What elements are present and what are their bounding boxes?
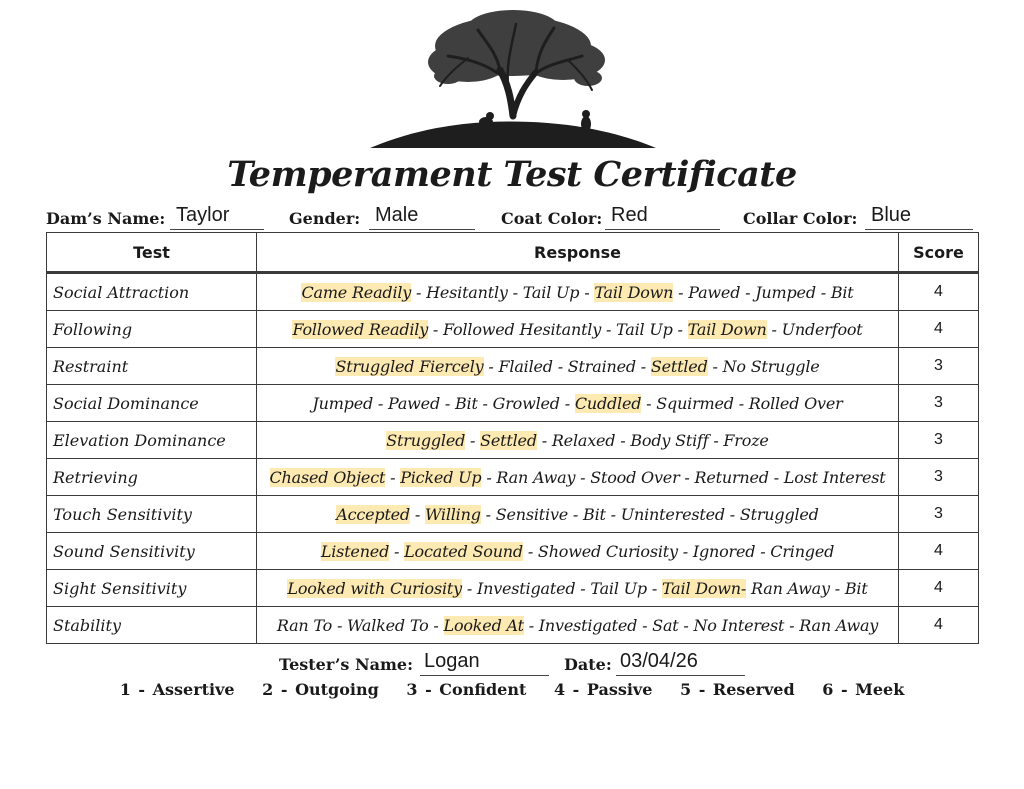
response-text: - Pawed - Jumped - Bit [673,282,854,302]
score-cell[interactable]: 3 [899,496,979,533]
highlighted-response: Looked with Curiosity [287,578,462,598]
collar-color-label: Collar Color: [743,209,858,228]
column-header-test: Test [47,233,257,273]
test-name-cell: Sound Sensitivity [47,533,257,570]
collar-color-value[interactable]: Blue [865,204,973,230]
table-row [47,459,979,496]
response-cell [257,533,899,570]
response-cell [257,570,899,607]
highlighted-response: Tail Down [687,319,767,339]
response-text: - Followed Hesitantly - Tail Up - [428,319,688,339]
test-name-cell: Stability [47,607,257,644]
highlighted-response: Picked Up [400,467,482,487]
column-header-response: Response [257,233,899,273]
gender-field [289,204,475,230]
response-text: - Squirmed - Rolled Over [641,393,843,413]
legend-item: 6 - Meek [822,680,905,699]
test-name-cell: Restraint [47,348,257,385]
temperament-table [46,232,979,644]
response-text: - [389,541,405,561]
response-text: - No Struggle [707,356,820,376]
response-cell [257,311,899,348]
highlighted-response: Looked At [443,615,524,635]
highlighted-response: Located Sound [404,541,523,561]
score-cell[interactable]: 4 [899,533,979,570]
response-cell [257,348,899,385]
response-text: - Sensitive - Bit - Uninterested - Struggled [480,504,819,524]
highlighted-response: Chased Object [269,467,386,487]
coat-color-label: Coat Color: [501,209,603,228]
coat-color-value[interactable]: Red [605,204,720,230]
table-row [47,496,979,533]
response-text: Ran Away - Bit [746,578,868,598]
score-cell[interactable]: 4 [899,570,979,607]
score-cell[interactable]: 4 [899,607,979,644]
legend-item: 5 - Reserved [679,680,795,699]
table-row [47,273,979,311]
highlighted-response: Willing [424,504,481,524]
highlighted-response: Tail Down- [661,578,747,598]
table-row [47,385,979,422]
table-row [47,348,979,385]
response-text: - Flailed - Strained - [483,356,651,376]
test-name-cell: Elevation Dominance [47,422,257,459]
response-text: - Hesitantly - Tail Up - [411,282,595,302]
test-name-cell: Retrieving [47,459,257,496]
score-cell[interactable]: 3 [899,459,979,496]
response-text: - [465,430,481,450]
response-text: - Underfoot [766,319,863,339]
coat-color-field [501,204,720,230]
table-body [47,273,979,644]
gender-value[interactable]: Male [369,204,475,230]
table-row [47,311,979,348]
date-field [564,650,745,676]
dam-name-field [46,204,264,230]
highlighted-response: Settled [480,430,537,450]
score-cell[interactable]: 3 [899,385,979,422]
score-cell[interactable]: 3 [899,422,979,459]
dam-name-label: Dam’s Name: [46,209,166,228]
highlighted-response: Listened [320,541,390,561]
score-cell[interactable]: 4 [899,273,979,311]
legend-item: 3 - Confident [406,680,527,699]
table-row [47,570,979,607]
collar-color-field [743,204,973,230]
response-text: - [385,467,401,487]
table-row [47,607,979,644]
response-cell [257,496,899,533]
date-value[interactable]: 03/04/26 [616,650,745,676]
response-cell [257,459,899,496]
response-text: - Ran Away - Stood Over - Returned - Lost Interest [481,467,886,487]
response-cell [257,385,899,422]
legend-item: 4 - Passive [553,680,653,699]
highlighted-response: Struggled [386,430,466,450]
oak-tree-with-dogs-icon [368,4,658,150]
highlighted-response: Followed Readily [292,319,429,339]
legend-item: 2 - Outgoing [262,680,379,699]
table-header-row [47,233,979,273]
score-cell[interactable]: 3 [899,348,979,385]
highlighted-response: Came Readily [301,282,412,302]
response-text: - [409,504,425,524]
response-text: Ran To - Walked To - [276,615,444,635]
response-text: - Investigated - Sat - No Interest - Ran Away [523,615,879,635]
highlighted-response: Cuddled [574,393,642,413]
date-label: Date: [564,655,612,674]
score-legend [0,680,1024,699]
highlighted-response: Settled [650,356,708,376]
highlighted-response: Tail Down [594,282,674,302]
tester-name-value[interactable]: Logan [420,650,549,676]
legend-item: 1 - Assertive [119,680,235,699]
highlighted-response: Accepted [336,504,410,524]
tester-name-field [279,650,549,676]
response-text: Jumped - Pawed - Bit - Growled - [312,393,575,413]
highlighted-response: Struggled Fiercely [335,356,484,376]
gender-label: Gender: [289,209,361,228]
dam-name-value[interactable]: Taylor [170,204,264,230]
table-row [47,422,979,459]
response-text: - Investigated - Tail Up - [461,578,662,598]
test-name-cell: Sight Sensitivity [47,570,257,607]
response-text: - Relaxed - Body Stiff - Froze [536,430,769,450]
test-name-cell: Social Dominance [47,385,257,422]
test-name-cell: Following [47,311,257,348]
test-name-cell: Touch Sensitivity [47,496,257,533]
page-title: Temperament Test Certificate [227,154,797,195]
test-name-cell: Social Attraction [47,273,257,311]
response-cell [257,273,899,311]
response-cell [257,607,899,644]
response-text: - Showed Curiosity - Ignored - Cringed [522,541,835,561]
response-cell [257,422,899,459]
table-row [47,533,979,570]
tester-name-label: Tester’s Name: [279,655,413,674]
column-header-score: Score [899,233,979,273]
score-cell[interactable]: 4 [899,311,979,348]
